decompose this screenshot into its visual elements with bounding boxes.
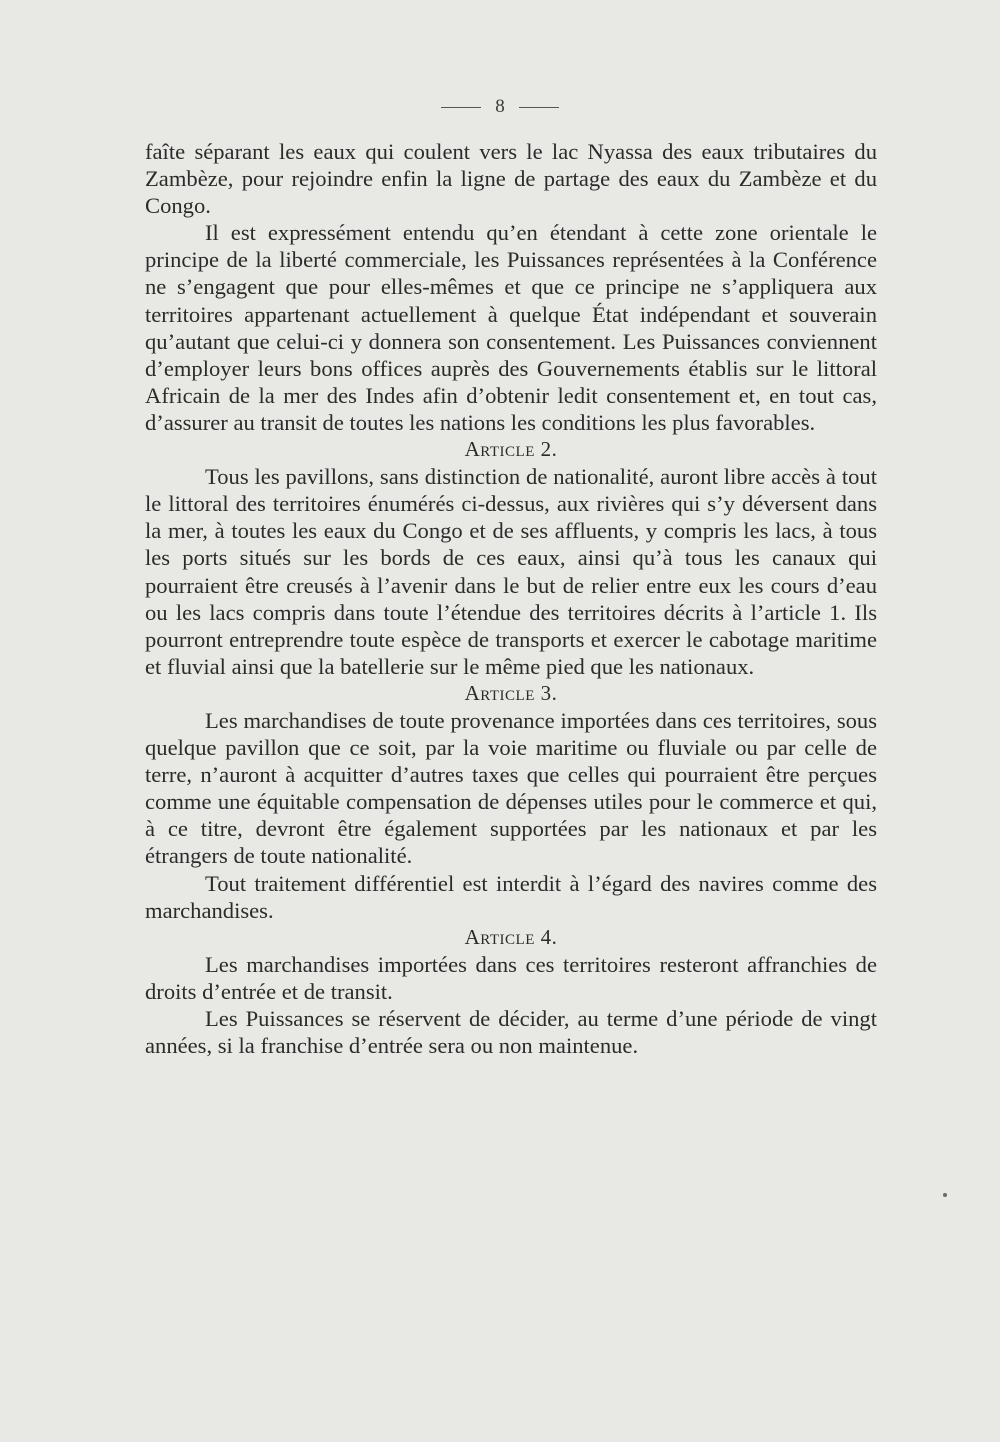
article-3-paragraph-2: Tout traitement différentiel est interdit à l’égard des navires comme des marchandises.	[145, 870, 877, 923]
left-dash	[441, 107, 481, 108]
page-number-header	[0, 96, 1000, 118]
ink-speck	[943, 1193, 947, 1197]
article-3-heading: Article 3.	[464, 680, 558, 705]
article-2-heading: Article 2.	[464, 437, 558, 462]
right-dash	[519, 107, 559, 108]
article-3-paragraph-1: Les marchandises de toute provenance importées dans ces territoires, sous quelque pavillon que ce soit, par la voie maritime ou fluviale ou par celle de terre, n’auront à acquitter d’autres taxes que celles qui pourraient être perçues comme une équitable compensation de dépenses utiles pour le commerce et qui, à ce titre, devront être également supportées par les nationaux et par les étrangers de toute nationalité.	[145, 707, 877, 869]
paragraph-zone-orientale: Il est expressément entendu qu’en étendant à cette zone orientale le principe de la liberté commerciale, les Puissances représentées à la Conférence ne s’engagent que pour elles-mêmes et que ce principe ne s’appliquera aux territoires appartenant actuellement à quelque État indépendant et souverain qu’autant que celui-ci y donnera son consentement. Les Puissances conviennent d’employer leurs bons offices auprès des Gouvernements établis sur le littoral Africain de la mer des Indes afin d’obtenir ledit consentement et, en tout cas, d’assurer au transit de toutes les nations les conditions les plus favorables.	[145, 220, 877, 435]
article-4-paragraph-2: Les Puissances se réservent de décider, au terme d’une période de vingt années, si la franchise d’entrée sera ou non maintenue.	[145, 1006, 877, 1059]
article-4-paragraph-1: Les marchandises importées dans ces territoires resteront affranchies de droits d’entrée et de transit.	[145, 951, 877, 1004]
page-number: 8	[495, 96, 505, 117]
paragraph-continuation: faîte séparant les eaux qui coulent vers le lac Nyassa des eaux tributaires du Zambèze, pour rejoindre enfin la ligne de partage des eaux du Zambèze et du Congo.	[145, 139, 877, 219]
article-4-heading: Article 4.	[464, 924, 558, 949]
article-2-paragraph: Tous les pavillons, sans distinction de nationalité, auront libre accès à tout le littoral des territoires énumérés ci-dessus, aux rivières qui s’y déversent dans la mer, à toutes les eaux du Congo et de ses affluents, y compris les lacs, à tous les ports situés sur les bords de ces eaux, ainsi qu’à tous les canaux qui pourraient être creusés à l’avenir dans le but de relier entre eux les cours d’eau ou les lacs compris dans toute l’étendue des territoires décrits à l’article 1. Ils pourront entreprendre toute espèce de transports et exercer le cabotage maritime et fluvial ainsi que la batellerie sur le même pied que les nationaux.	[145, 464, 877, 679]
body-text	[145, 138, 877, 1059]
